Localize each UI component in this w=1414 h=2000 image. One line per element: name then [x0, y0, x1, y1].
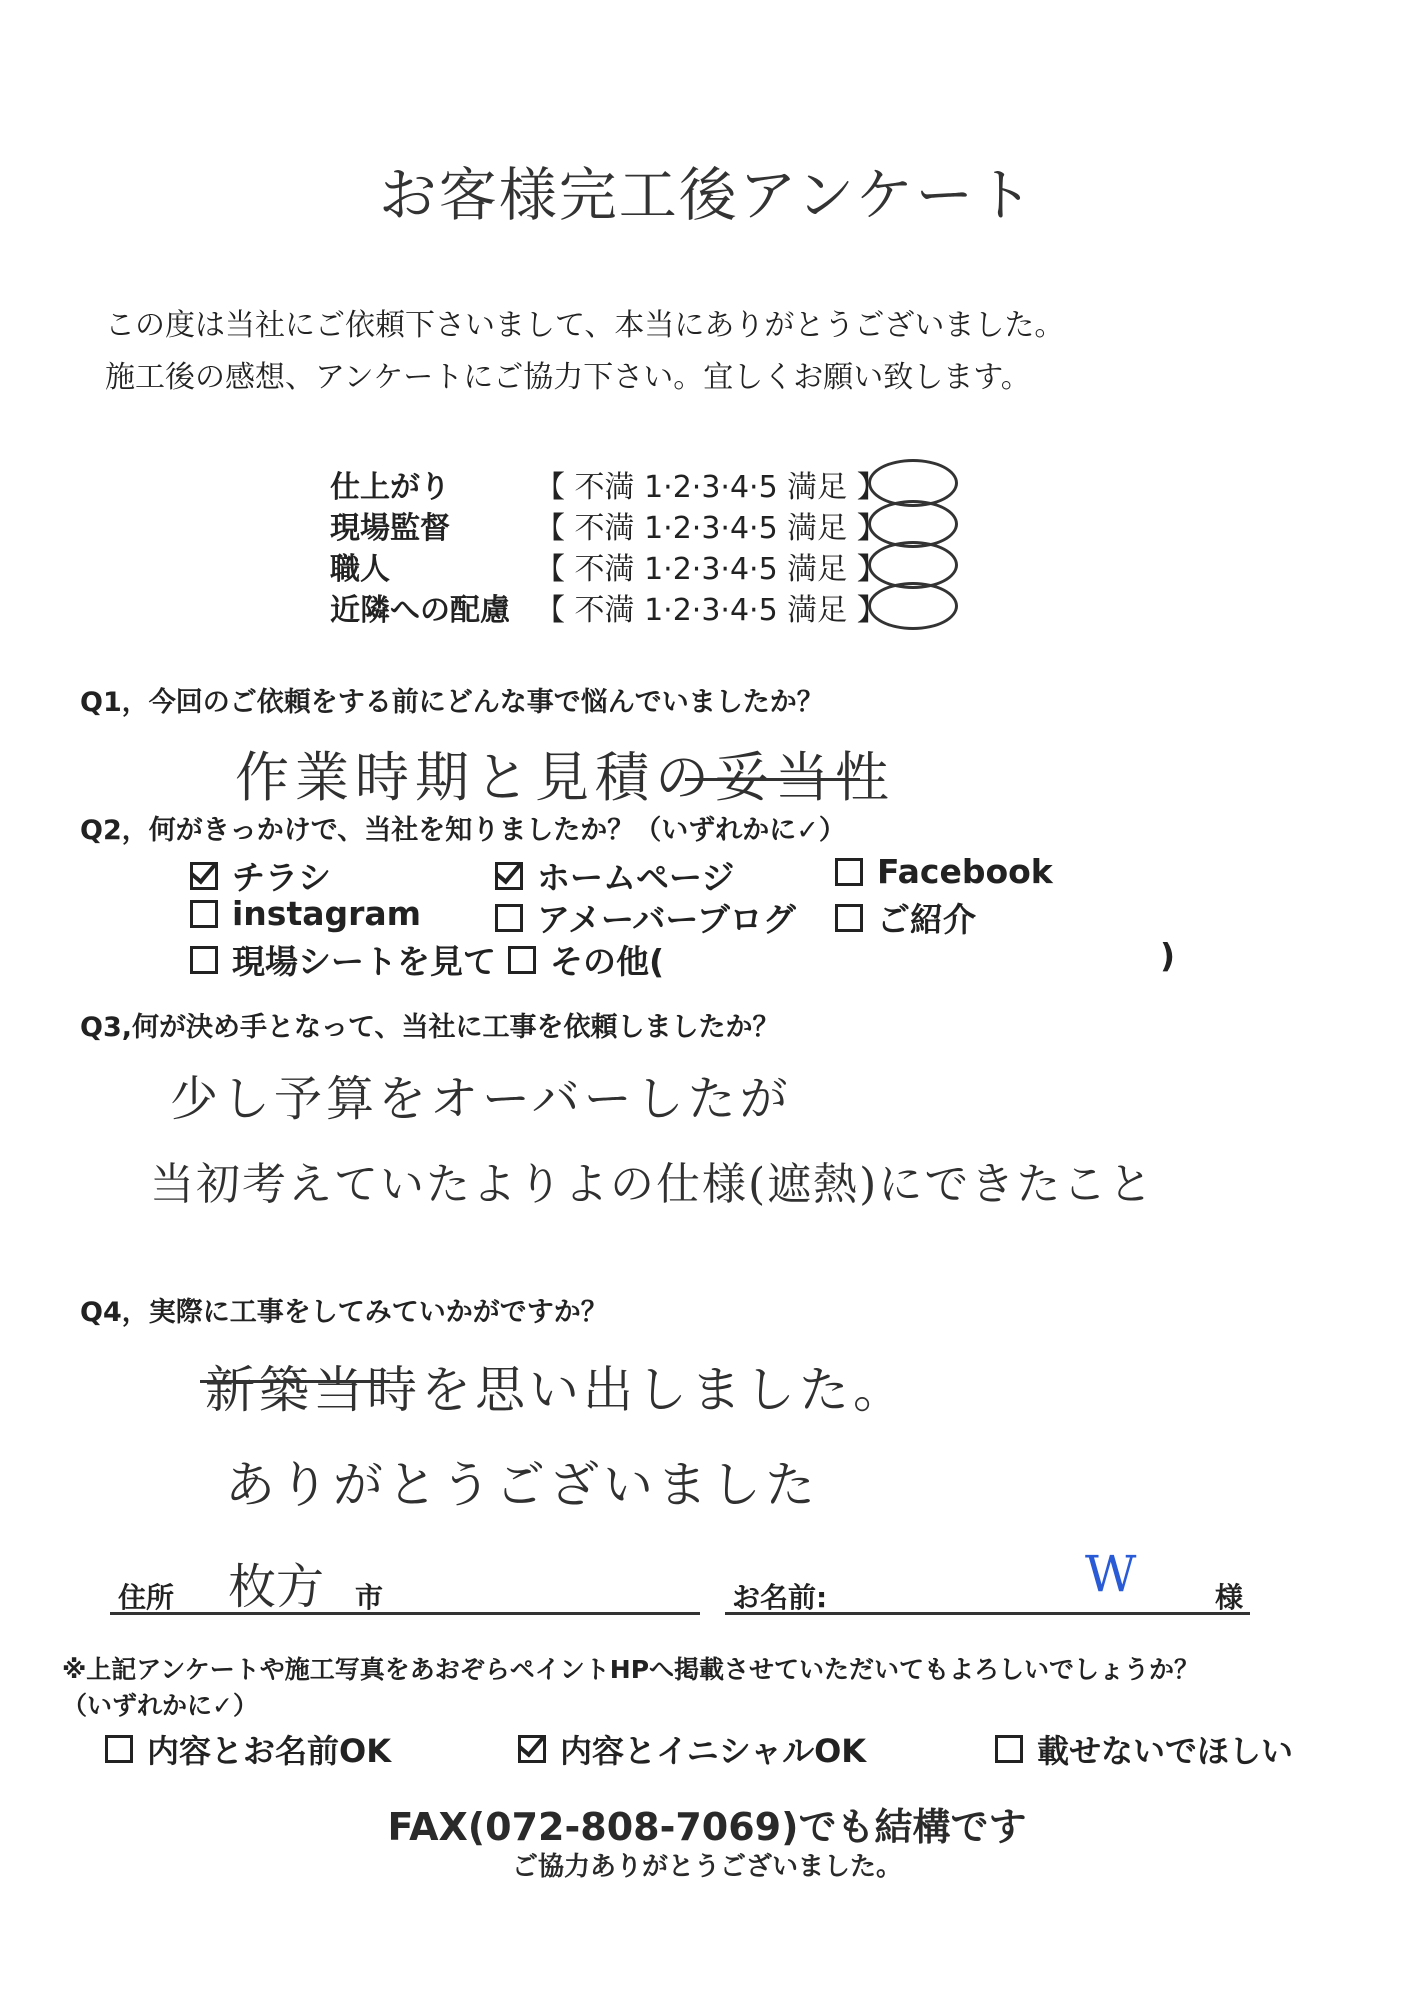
consent-option-none-label: 載せないでほしい	[1037, 1732, 1294, 1770]
q3-question: Q3,何が決め手となって、当社に工事を依頼しましたか？	[80, 1012, 780, 1043]
consent-option-name[interactable]	[105, 1726, 391, 1772]
q1-strike-line	[685, 778, 860, 781]
name-value: W	[1085, 1545, 1137, 1603]
consent-option-name-label: 内容とお名前OK	[147, 1732, 392, 1770]
q2-option-other[interactable]	[508, 936, 664, 983]
q2-question: Q2，何がきっかけで、当社を知りましたか？（いずれかに✓）	[80, 815, 846, 846]
checkbox-facebook[interactable]	[835, 858, 863, 886]
checkbox-consent-initial[interactable]	[518, 1735, 546, 1763]
rating-scale-finish: 【 不満 1·2·3·4·5 満足 】	[535, 470, 887, 505]
rating-label-craftsman: 職人	[330, 552, 390, 587]
q1-question: Q1，今回のご依頼をする前にどんな事で悩んでいましたか？	[80, 687, 824, 718]
q2-option-flyer-label: チラシ	[232, 858, 331, 897]
intro-line-2: 施工後の感想、アンケートにご協力下さい。宜しくお願い致します。	[105, 360, 1031, 395]
consent-option-none[interactable]	[995, 1726, 1293, 1772]
q2-option-homepage[interactable]	[495, 852, 734, 899]
checkbox-site-sheet[interactable]	[190, 946, 218, 974]
q2-option-instagram[interactable]	[190, 894, 421, 933]
q2-option-homepage-label: ホームページ	[537, 858, 735, 897]
q4-answer-line-2: ありがとうございました	[225, 1456, 819, 1514]
consent-question: ※上記アンケートや施工写真をあおぞらペイントHPへ掲載させていただいてもよろしいでしょうか？	[62, 1655, 1200, 1684]
q2-option-facebook-label: Facebook	[877, 852, 1053, 891]
q2-option-referral-label: ご紹介	[877, 900, 976, 939]
q4-answer-line-1: 新築当時を思い出しました。	[205, 1361, 907, 1419]
checkbox-referral[interactable]	[835, 904, 863, 932]
rating-circle-neighbors	[868, 582, 958, 630]
q2-option-flyer[interactable]	[190, 852, 331, 899]
q2-option-ameba[interactable]	[495, 894, 796, 941]
checkbox-flyer[interactable]	[190, 862, 218, 890]
q2-option-instagram-label: instagram	[232, 894, 422, 933]
q4-strike-line	[200, 1380, 390, 1383]
q3-answer-line-2: 当初考えていたよりよの仕様(遮熱)にできたこと	[150, 1159, 1155, 1210]
rating-label-supervisor: 現場監督	[330, 511, 450, 546]
q2-option-referral[interactable]	[835, 894, 976, 941]
rating-scale-supervisor: 【 不満 1·2·3·4·5 満足 】	[535, 511, 887, 546]
rating-label-finish: 仕上がり	[330, 470, 450, 505]
checkbox-instagram[interactable]	[190, 900, 218, 928]
fax-line: FAX(072-808-7069)でも結構です	[387, 1805, 1027, 1849]
rating-scale-neighbors: 【 不満 1·2·3·4·5 満足 】	[535, 593, 887, 628]
consent-option-initial[interactable]	[518, 1726, 866, 1772]
q3-answer-line-1: 少し予算をオーバーしたが	[170, 1071, 792, 1127]
address-label: 住所	[118, 1581, 175, 1614]
rating-scale-craftsman: 【 不満 1·2·3·4·5 満足 】	[535, 552, 887, 587]
rating-label-neighbors: 近隣への配慮	[330, 593, 510, 628]
q2-option-other-label: その他(	[550, 942, 665, 981]
checkbox-homepage[interactable]	[495, 862, 523, 890]
intro-line-1: この度は当社にご依頼下さいまして、本当にありがとうございました。	[105, 308, 1065, 343]
q2-option-site-sheet-label: 現場シートを見て	[232, 942, 496, 981]
address-city-suffix: 市	[355, 1581, 384, 1614]
checkbox-consent-none[interactable]	[995, 1735, 1023, 1763]
name-label: お名前:	[732, 1581, 828, 1614]
q2-option-ameba-label: アメーバーブログ	[537, 900, 796, 939]
page-title: お客様完工後アンケート	[378, 161, 1036, 229]
q2-option-site-sheet[interactable]	[190, 936, 496, 983]
consent-note: （いずれかに✓）	[62, 1691, 258, 1720]
q2-other-close-paren: )	[1160, 936, 1176, 975]
checkbox-other[interactable]	[508, 946, 536, 974]
thanks-line: ご協力ありがとうございました。	[511, 1852, 902, 1882]
checkbox-consent-name[interactable]	[105, 1735, 133, 1763]
name-underline	[725, 1612, 1250, 1615]
q4-question: Q4，実際に工事をしてみていかがですか？	[80, 1297, 608, 1328]
address-value: 枚方	[228, 1559, 325, 1615]
consent-option-initial-label: 内容とイニシャルOK	[560, 1732, 867, 1770]
q1-answer: 作業時期と見積の妥当性	[235, 746, 895, 809]
name-suffix: 様	[1215, 1581, 1244, 1614]
q2-option-facebook[interactable]	[835, 852, 1053, 891]
checkbox-ameba[interactable]	[495, 904, 523, 932]
address-underline	[110, 1612, 700, 1615]
